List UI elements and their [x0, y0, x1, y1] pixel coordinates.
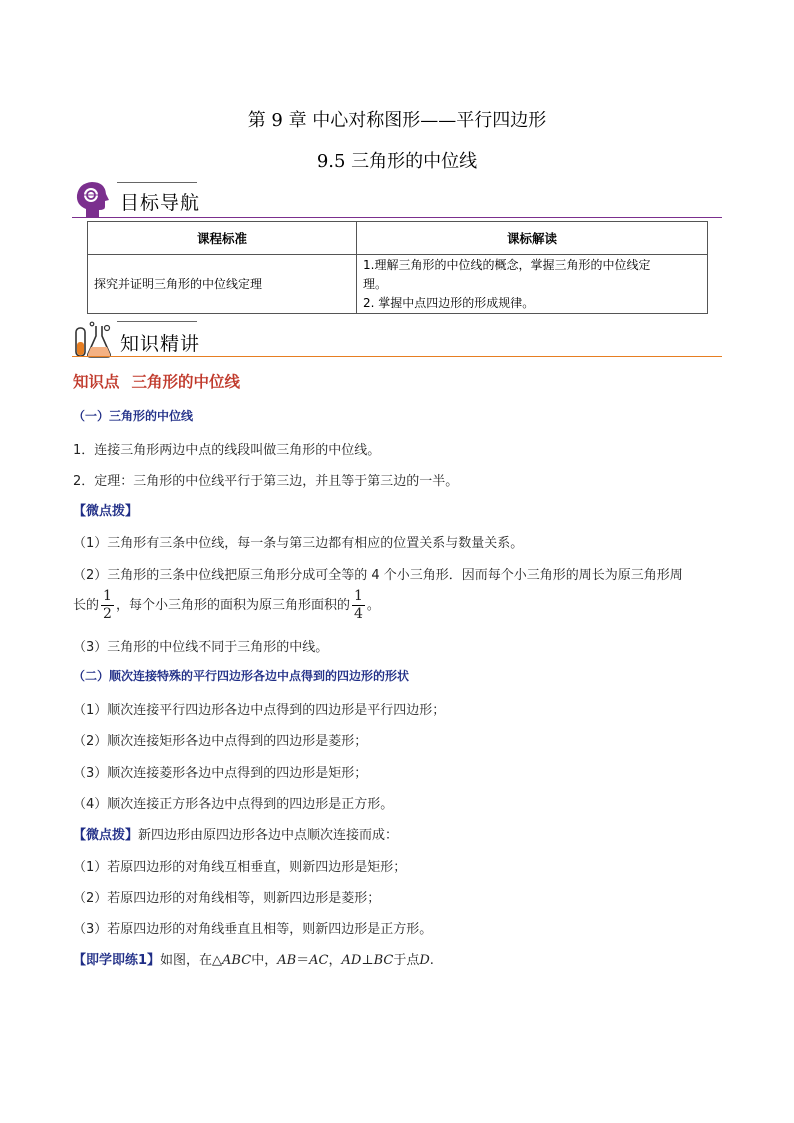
- list-item: （1）三角形有三条中位线，每一条与第三边都有相应的位置关系与数量关系。: [73, 536, 524, 551]
- list-item: （3）三角形的中位线不同于三角形的中线。: [73, 640, 329, 655]
- goal-section-divider: [72, 217, 722, 218]
- knowledge-point-title: 三角形的中位线: [131, 373, 241, 391]
- exercise-text: 中，: [251, 953, 278, 968]
- fraction-denominator: 4: [353, 606, 363, 622]
- list-item: （2）三角形的三条中位线把原三角形分成可全等的 4 个小三角形．因而每个小三角形的周长为原三角形周: [73, 568, 683, 583]
- list-item: （2）顺次连接矩形各边中点得到的四边形是菱形；: [73, 734, 368, 749]
- text-fragment: ，每个小三角形的面积为原三角形面积的: [115, 598, 350, 613]
- knowledge-point-heading: [73, 370, 240, 392]
- list-item: （3）若原四边形的对角线垂直且相等，则新四边形是正方形。: [73, 922, 433, 937]
- exercise-text: 如图，在△: [160, 953, 223, 968]
- list-item: （2）若原四边形的对角线相等，则新四边形是菱形；: [73, 891, 381, 906]
- math-term: AB: [277, 953, 297, 968]
- math-term: AD⊥BC: [341, 953, 394, 968]
- chapter-title: 第 9 章 中心对称图形——平行四边形: [247, 110, 547, 131]
- math-term: AC: [309, 953, 329, 968]
- fraction-line: [73, 588, 723, 623]
- goal-table: [87, 221, 708, 314]
- lab-flask-icon: [72, 320, 116, 360]
- goal-section-header: [72, 178, 722, 220]
- interpretation-line: 1.理解三角形的中位线的概念，掌握三角形的中位线定: [363, 257, 651, 272]
- interpretation-cell: [357, 255, 708, 314]
- header-decoration-line: [117, 321, 197, 322]
- text-fragment: 。: [366, 598, 380, 613]
- course-standard-cell: 探究并证明三角形的中位线定理: [88, 255, 357, 314]
- table-row: [88, 255, 708, 314]
- knowledge-section-header: [72, 318, 722, 360]
- fraction-numerator: 1: [103, 588, 112, 604]
- subsection-title-2: （二）顺次连接特殊的平行四边形各边中点得到的四边形的形状: [73, 669, 410, 683]
- math-term: ABC: [222, 953, 252, 968]
- exercise-text: ＝: [296, 953, 310, 968]
- list-item: （1）若原四边形的对角线互相垂直，则新四边形是矩形；: [73, 860, 407, 875]
- exercise-label: 【即学即练1】: [73, 953, 161, 968]
- list-item: （3）顺次连接菱形各边中点得到的四边形是矩形；: [73, 766, 368, 781]
- knowledge-section-divider: [72, 356, 722, 357]
- lesson-title: 9.5 三角形的中位线: [316, 151, 478, 172]
- head-brain-icon: [72, 179, 116, 219]
- list-item: （4）顺次连接正方形各边中点得到的四边形是正方形。: [73, 797, 394, 812]
- table-header-row: [88, 222, 708, 255]
- header-decoration-line: [117, 182, 197, 183]
- math-term: D: [419, 953, 430, 968]
- tip-label: 【微点拨】: [73, 828, 139, 843]
- fraction-one-half: [101, 588, 114, 623]
- list-item: 2．定理：三角形的中位线平行于第三边，并且等于第三边的一半。: [73, 474, 459, 489]
- exercise-paragraph: [73, 949, 723, 968]
- fraction-denominator: 2: [103, 606, 112, 622]
- list-item: 1．连接三角形两边中点的线段叫做三角形的中位线。: [73, 443, 381, 458]
- text-fragment: 长的: [73, 598, 100, 613]
- exercise-text: ，: [328, 953, 342, 968]
- goal-section-title: 目标导航: [120, 192, 201, 214]
- list-item: （1）顺次连接平行四边形各边中点得到的四边形是平行四边形；: [73, 703, 446, 718]
- tip-label: 【微点拨】: [73, 504, 139, 519]
- header-course-standard: 课程标准: [88, 222, 357, 255]
- exercise-text: 于点: [393, 953, 420, 968]
- tip-paragraph: [73, 824, 723, 843]
- interpretation-line: 理。: [363, 276, 388, 291]
- knowledge-section-title: 知识精讲: [120, 333, 201, 355]
- exercise-text: .: [429, 953, 434, 968]
- tip-text: 新四边形由原四边形各边中点顺次连接而成：: [138, 828, 399, 843]
- interpretation-line: 2. 掌握中点四边形的形成规律。: [363, 295, 535, 310]
- fraction-numerator: 1: [353, 588, 363, 604]
- fraction-one-quarter: [352, 588, 365, 623]
- header-standard-interpretation: 课标解读: [357, 222, 708, 255]
- knowledge-point-label: 知识点: [73, 373, 120, 391]
- subsection-title-1: （一）三角形的中位线: [73, 409, 194, 423]
